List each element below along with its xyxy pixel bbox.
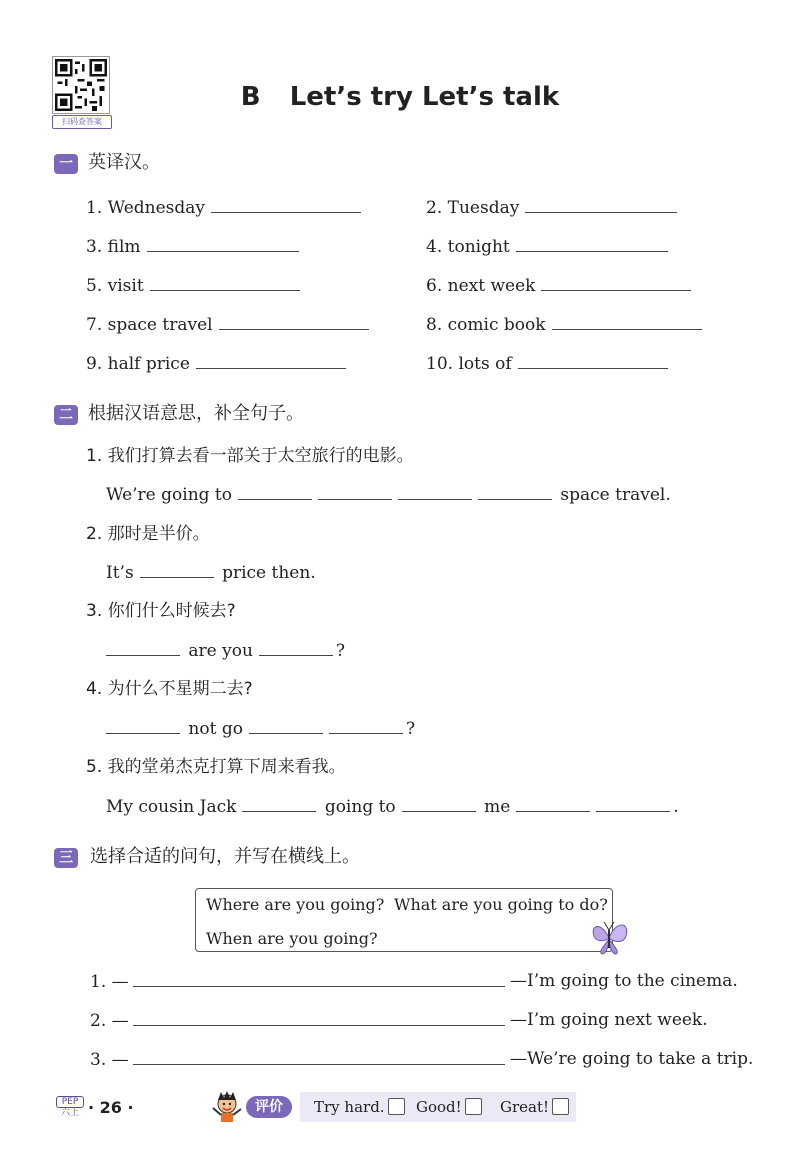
vocab-item: 2. Tuesday [426,194,677,219]
question-chinese: 3. 你们什么时候去? [86,601,236,621]
checkbox[interactable] [388,1098,405,1115]
answer-blank[interactable] [219,311,369,330]
vocab-item: 10. lots of [426,350,668,375]
checkbox[interactable] [552,1098,569,1115]
options-box [195,888,613,952]
vocab-item: 5. visit [86,272,300,297]
answer-blank[interactable] [318,483,392,500]
vocab-item: 4. tonight [426,233,668,258]
option-when: When are you going? [206,929,378,948]
vocab-item: 6. next week [426,272,691,297]
question-english: We’re going to space travel. [106,485,671,505]
dialogue-answer: —We’re going to take a trip. [510,1049,754,1069]
answer-blank[interactable] [249,717,323,734]
dialogue-row: 3. — [90,1048,505,1071]
question-chinese: 4. 为什么不星期二去? [86,679,253,699]
answer-blank[interactable] [238,483,312,500]
butterfly-icon [588,918,630,956]
question-english: not go ? [106,717,415,740]
answer-blank[interactable] [106,639,180,656]
checkbox[interactable] [465,1098,482,1115]
question-english: are you ? [106,639,345,662]
section-3-title: 选择合适的问句，并写在横线上。 [90,846,360,867]
section-1-title: 英译汉。 [88,152,160,173]
answer-blank[interactable] [516,795,590,812]
answer-blank[interactable] [133,1009,505,1026]
question-english: My cousin Jack going to me . [106,797,679,817]
answer-blank[interactable] [596,795,670,812]
evaluation-badge: 评价 [246,1096,292,1118]
kid-mascot-icon [210,1090,244,1126]
eval-good[interactable]: Good! [416,1098,482,1116]
question-chinese: 5. 我的堂弟杰克打算下周来看我。 [86,757,346,777]
question-chinese: 1. 我们打算去看一部关于太空旅行的电影。 [86,446,414,466]
answer-blank[interactable] [478,483,552,500]
vocab-item: 8. comic book [426,311,702,336]
answer-blank[interactable] [211,194,361,213]
eval-great[interactable]: Great! [500,1098,569,1116]
title-text: Let’s try Let’s talk [289,82,560,112]
section-3-badge: 三 [54,848,78,868]
section-2-title: 根据汉语意思，补全句子。 [88,403,304,424]
dialogue-answer: —I’m going to the cinema. [510,971,738,991]
answer-blank[interactable] [398,483,472,500]
answer-blank[interactable] [552,311,702,330]
question-chinese: 2. 那时是半价。 [86,524,210,544]
option-where: Where are you going? [206,895,385,914]
answer-blank[interactable] [541,272,691,291]
dialogue-answer: —I’m going next week. [510,1010,708,1030]
page-number: · 26 · [88,1098,134,1117]
answer-blank[interactable] [106,717,180,734]
answer-blank[interactable] [140,561,214,578]
answer-blank[interactable] [242,795,316,812]
answer-blank[interactable] [133,970,505,987]
answer-blank[interactable] [525,194,677,213]
answer-blank[interactable] [402,795,476,812]
vocab-item: 3. film [86,233,299,258]
answer-blank[interactable] [133,1048,505,1065]
answer-blank[interactable] [196,350,346,369]
grade-label: PEP 六上 [56,1096,84,1118]
answer-blank[interactable] [150,272,300,291]
page-title [0,82,800,112]
question-english: It’s price then. [106,563,316,583]
qr-caption: 扫码查答案 [52,115,112,129]
vocab-item: 7. space travel [86,311,369,336]
eval-try-hard[interactable]: Try hard. [314,1098,405,1116]
option-what: What are you going to do? [394,895,608,914]
answer-blank[interactable] [259,639,333,656]
evaluation-bar [300,1092,576,1122]
answer-blank[interactable] [329,717,403,734]
section-1-badge: 一 [54,154,78,174]
vocab-item: 1. Wednesday [86,194,361,219]
vocab-item: 9. half price [86,350,346,375]
answer-blank[interactable] [518,350,668,369]
section-2-badge: 二 [54,405,78,425]
answer-blank[interactable] [147,233,299,252]
title-letter: B [240,82,261,112]
dialogue-row: 2. — [90,1009,505,1032]
answer-blank[interactable] [516,233,668,252]
dialogue-row: 1. — [90,970,505,993]
